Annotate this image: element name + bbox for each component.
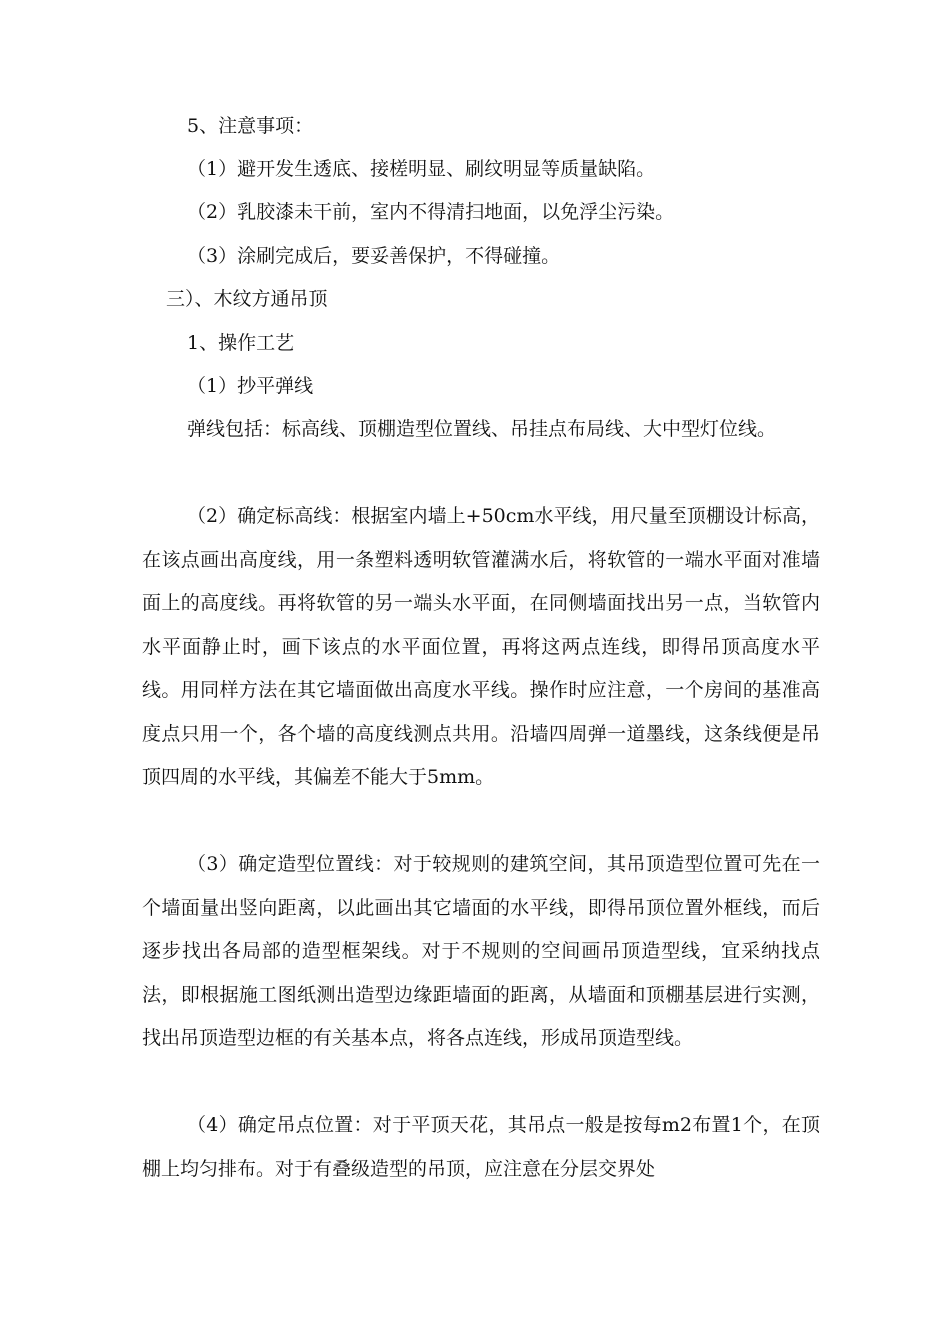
section-heading-precautions: 5、注意事项： bbox=[187, 115, 314, 137]
subsection-heading-process: 1、操作工艺 bbox=[187, 332, 295, 354]
paragraph-hanging-point-position: （4）确定吊点位置：对于平顶天花，其吊点一般是按每m2布置1个，在顶棚上均匀排布。对于有叠级造型的吊顶，应注意在分层交界处 bbox=[142, 1114, 820, 1180]
step-heading-leveling: （1）抄平弹线 bbox=[187, 375, 314, 397]
section-heading-wood-ceiling: 三）、木纹方通吊顶 bbox=[166, 288, 328, 310]
precaution-item-3: （3）涂刷完成后，要妥善保护，不得碰撞。 bbox=[187, 245, 561, 267]
paragraph-elevation-line: （2）确定标高线：根据室内墙上+50cm水平线，用尺量至顶棚设计标高，在该点画出高度线，用一条塑料透明软管灌满水后，将软管的一端水平面对准墙面上的高度线。再将软管的另一端头水平面，在同侧墙面找出另一点，当软管内水平面静止时，画下该点的水平面位置，再将这两点连线，即得吊顶高度水平线。用同样方法在其它墙面做出高度水平线。操作时应注意，一个房间的基准高度点只用一个，各个墙的高度线测点共用。沿墙四周弹一道墨线，这条线便是吊顶四周的水平线，其偏差不能大于5mm。 bbox=[142, 505, 820, 788]
paragraph-snap-lines: 弹线包括：标高线、顶棚造型位置线、吊挂点布局线、大中型灯位线。 bbox=[187, 418, 777, 440]
paragraph-shape-position-line: （3）确定造型位置线：对于较规则的建筑空间，其吊顶造型位置可先在一个墙面量出竖向距离，以此画出其它墙面的水平线，即得吊顶位置外框线，而后逐步找出各局部的造型框架线。对于不规则的空间画吊顶造型线，宜采纳找点法，即根据施工图纸测出造型边缘距墙面的距离，从墙面和顶棚基层进行实测，找出吊顶造型边框的有关基本点，将各点连线，形成吊顶造型线。 bbox=[142, 853, 820, 1049]
precaution-item-2: （2）乳胶漆未干前，室内不得清扫地面，以免浮尘污染。 bbox=[187, 201, 675, 223]
precaution-item-1: （1）避开发生透底、接槎明显、刷纹明显等质量缺陷。 bbox=[187, 158, 656, 180]
